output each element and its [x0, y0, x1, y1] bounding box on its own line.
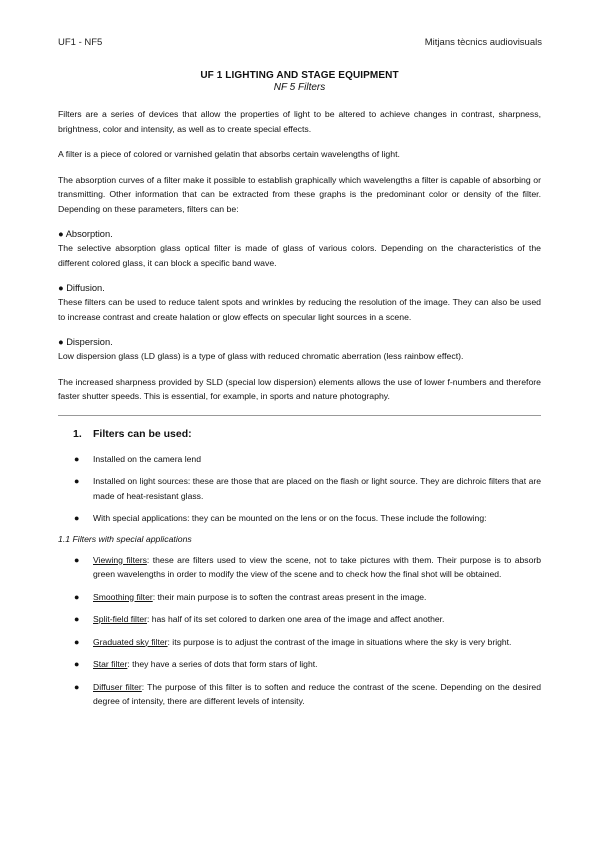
list-item-text: Installed on the camera lend [93, 453, 201, 464]
type-heading-text: Dispersion. [66, 337, 113, 347]
bullet-icon: ● [74, 554, 80, 565]
type-text-absorption: The selective absorption glass optical filter is made of glass of various colors. Depending on the characteristics of the different colored glass, it can block a specific band wave. [58, 243, 541, 268]
list-item [58, 612, 541, 627]
divider [58, 415, 541, 416]
list-item [58, 474, 541, 503]
filter-description: : has half of its set colored to darken one area of the image and affect another. [146, 614, 445, 624]
bullet-icon: ● [58, 229, 64, 239]
section-title: Filters can be used: [93, 427, 192, 440]
section-number: 1. [73, 427, 82, 440]
filter-description: : their main purpose is to soften the contrast areas present in the image. [152, 591, 427, 602]
intro-paragraph-3: The absorption curves of a filter make it possible to establish graphically which wavelengths a filter is capable of absorbing or transmitting. Other information that can be extracted from these graphs is the predominant color or density of the filter. Depending on these parameters, filters can be: [58, 174, 541, 214]
type-text-dispersion: Low dispersion glass (LD glass) is a type of glass with reduced chromatic aberration (less rainbow effect). [58, 351, 464, 361]
filter-description: : its purpose is to adjust the contrast of the image in situations where the sky is very bright. [167, 636, 512, 647]
list-item [58, 680, 541, 709]
type-heading-diffusion [58, 281, 541, 295]
bullet-icon: ● [58, 337, 64, 347]
list-item [58, 590, 541, 605]
list-item-text: With special applications: they can be mounted on the lens or on the focus. These include the following: [93, 513, 487, 523]
bullet-icon: ● [74, 591, 80, 602]
page-subtitle: NF 5 Filters [273, 82, 326, 93]
subsection-title: 1.1 Filters with special applications [58, 533, 192, 544]
page-title: UF 1 LIGHTING AND STAGE EQUIPMENT [200, 70, 399, 81]
bullet-icon: ● [74, 659, 80, 669]
type-heading-absorption [58, 227, 541, 241]
list-item [58, 635, 541, 650]
bullet-icon: ● [74, 513, 80, 523]
filter-term: Split-field filter [93, 614, 147, 624]
filter-term: Viewing filters [93, 554, 147, 565]
bullet-icon: ● [74, 681, 80, 692]
list-item [58, 452, 541, 467]
header-right: Mitjans tècnics audiovisuals [424, 37, 542, 48]
intro-paragraph-2: A filter is a piece of colored or varnished gelatin that absorbs certain wavelengths of light. [58, 149, 400, 159]
special-filters-list [58, 553, 541, 709]
page-content [58, 70, 541, 717]
bullet-icon: ● [74, 476, 80, 486]
filter-description: : The purpose of this filter is to soften and reduce the contrast of the scene. Depending on the desired degree of intensity, there are different levels of intensity. [93, 681, 541, 706]
type-heading-text: Absorption. [65, 229, 113, 239]
list-item [58, 657, 541, 672]
uses-list [58, 452, 541, 526]
intro-paragraph-1: Filters are a series of devices that allow the properties of light to be altered to achieve changes in contrast, sharpness, brightness, color and intensity, as well as to create special effects. [58, 109, 541, 134]
list-item-text: Installed on light sources: these are those that are placed on the flash or light source. They are dichroic filters that are made of heat-resistant glass. [93, 476, 541, 501]
filter-term: Graduated sky filter [93, 636, 168, 647]
header-left: UF1 - NF5 [58, 37, 103, 48]
filter-description: : these are filters used to view the scene, not to take pictures with them. Their purpose is to absorb green wavelengths in order to modify the view of the scene and to check how the final shot will be obtained. [93, 554, 542, 579]
type-text-diffusion: These filters can be used to reduce talent spots and wrinkles by reducing the resolution of the image. They can also be used to increase contrast and create halation or glow effects on specular light sources in a scene. [58, 297, 541, 322]
filter-term: Diffuser filter [93, 681, 142, 692]
filter-term: Star filter [93, 659, 128, 669]
bullet-icon: ● [74, 453, 80, 464]
list-item [58, 511, 541, 526]
list-item [58, 553, 541, 582]
type-heading-dispersion [58, 335, 541, 349]
section-heading [58, 428, 541, 440]
filter-term: Smoothing filter [93, 591, 153, 602]
filter-description: : they have a series of dots that form stars of light. [127, 659, 318, 669]
type-heading-text: Diffusion. [66, 283, 105, 293]
closing-paragraph: The increased sharpness provided by SLD (special low dispersion) elements allows the use of lower f-numbers and therefore faster shutter speeds. This is essential, for example, in sports and nature photography. [58, 376, 541, 401]
bullet-icon: ● [58, 283, 64, 293]
bullet-icon: ● [74, 614, 80, 624]
bullet-icon: ● [74, 636, 80, 647]
